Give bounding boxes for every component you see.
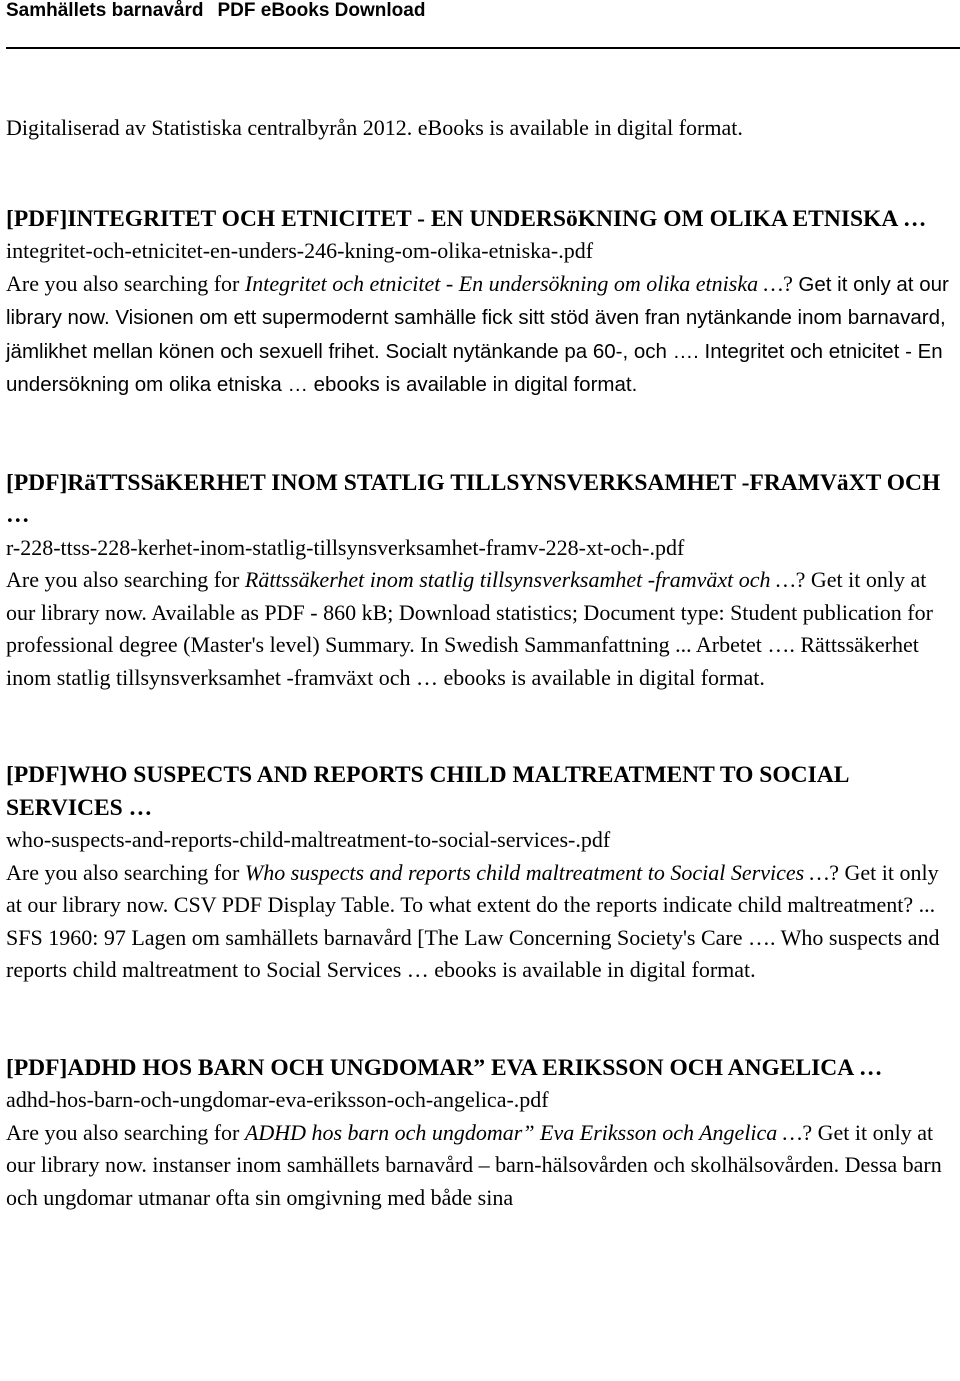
- entry-title[interactable]: [PDF]ADHD HOS BARN OCH UNGDOMAR” EVA ERIKSSON OCH ANGELICA …: [6, 1054, 883, 1081]
- entry-body-text: Get it only at our library now. CSV PDF Display Table. To what extent do the reports indicate child maltreatment? ... SFS 1960: 97 Lagen om samhällets barnavård [The Law Concerning Society's Care …. Who suspects and reports child maltreatment to Social Services … ebooks is available in digital format.: [6, 859, 940, 982]
- header-divider: [6, 47, 960, 49]
- entry-filename[interactable]: integritet-och-etnicitet-en-unders-246-kning-om-olika-etniska-.pdf: [6, 238, 594, 263]
- search-prefix: Are you also searching for: [6, 859, 245, 885]
- site-subtitle: PDF eBooks Download: [217, 0, 426, 21]
- search-title: Integritet och etnicitet - En undersökning om olika etniska …: [244, 270, 784, 296]
- entry-title[interactable]: [PDF]INTEGRITET OCH ETNICITET - EN UNDERSöKNING OM OLIKA ETNISKA …: [6, 205, 927, 232]
- document-body: [6, 112, 956, 1279]
- entry-description: [6, 1117, 956, 1215]
- search-prefix: Are you also searching for: [6, 270, 245, 296]
- entry-description: [6, 564, 956, 694]
- entry-description: [6, 268, 956, 402]
- search-suffix: ?: [829, 859, 845, 885]
- search-prefix: Are you also searching for: [6, 567, 245, 592]
- ebook-entry: [6, 1052, 956, 1215]
- search-title: Rättssäkerhet inom statlig tillsynsverksamhet -framväxt och …: [244, 567, 796, 592]
- ebook-entry: [6, 467, 956, 695]
- site-name[interactable]: Samhällets barnavård: [6, 0, 204, 21]
- search-suffix: ?: [783, 270, 799, 296]
- entry-title[interactable]: [PDF]WHO SUSPECTS AND REPORTS CHILD MALTREATMENT TO SOCIAL SERVICES …: [6, 762, 849, 821]
- entry-filename[interactable]: adhd-hos-barn-och-ungdomar-eva-eriksson-och-angelica-.pdf: [6, 1087, 549, 1112]
- site-header: [0, 0, 960, 26]
- entry-body-text: Get it only at our library now. Available as PDF - 860 kB; Download statistics; Document type: Student publication for professional degree (Master's level) Summary. In Swedish Sammanfattning ... Arbetet …. Rättssäkerhet inom statlig tillsynsverksamhet -framväxt och … ebooks is available in digital format.: [6, 567, 933, 690]
- entry-description: [6, 857, 956, 987]
- search-suffix: ?: [795, 567, 811, 592]
- search-title: ADHD hos barn och ungdomar” Eva Eriksson och Angelica …: [244, 1119, 803, 1145]
- ebook-entry: [6, 203, 956, 402]
- search-title: Who suspects and reports child maltreatment to Social Services …: [244, 859, 830, 885]
- entry-filename[interactable]: who-suspects-and-reports-child-maltreatment-to-social-services-.pdf: [6, 827, 611, 852]
- entry-body-text: Get it only at our library now. instanser inom samhällets barnavård – barn-hälsovården och skolhälsovården. Dessa barn och ungdomar utmanar ofta sin omgivning med både sina: [6, 1119, 942, 1210]
- intro-text: Digitaliserad av Statistiska centralbyrån 2012. eBooks is available in digital format.: [6, 115, 743, 140]
- search-suffix: ?: [802, 1119, 818, 1145]
- search-prefix: Are you also searching for: [6, 1119, 245, 1145]
- ebook-entry: [6, 759, 956, 987]
- entry-title[interactable]: [PDF]RäTTSSäKERHET INOM STATLIG TILLSYNSVERKSAMHET -FRAMVäXT OCH …: [6, 469, 941, 528]
- entry-filename[interactable]: r-228-ttss-228-kerhet-inom-statlig-tillsynsverksamhet-framv-228-xt-och-.pdf: [6, 534, 685, 560]
- entry-body-text: Get it only at our library now. Visionen om ett supermodernt samhälle fick sitt stöd även fran nytänkande inom barnavard, jämlikhet mellan könen och sexuell frihet. Socialt nytänkande pa 60-, och …. Integritet och etnicitet - En undersökning om olika etniska … ebooks is available in digital format.: [6, 272, 949, 396]
